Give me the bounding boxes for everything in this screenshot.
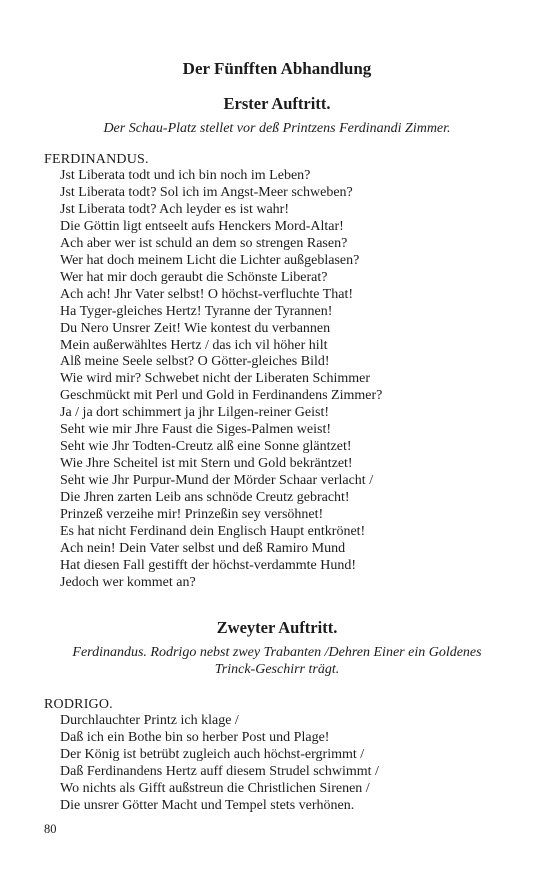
verse-line: Prinzeß verzeihe mir! Prinzeßin sey versöhnet! [60,507,324,523]
scene-2-speaker: RODRIGO. [44,696,113,712]
verse-line: Jst Liberata todt und ich bin noch im Leben? [60,168,311,183]
scene-2-stage-direction-line-1: Ferdinandus. Rodrigo nebst zwey Trabanten /Dehren Einer ein Goldenes [72,644,482,660]
verse-line: Jedoch wer kommet an? [60,574,196,590]
page-body [44,56,510,815]
scene-1-speaker: FERDINANDUS. [44,152,149,167]
verse-line: Ach nein! Dein Vater selbst und deß Ramiro Mund [60,540,346,556]
scene-2-verse [44,713,510,815]
verse-line: Wie wird mir? Schwebet nicht der Liberaten Schimmer [60,371,371,387]
scene-1-title: Erster Auftritt. [223,94,331,113]
scene-1-stage-direction: Der Schau-Platz stellet vor deß Printzens Ferdinandi Zimmer. [103,121,451,136]
verse-line: Ja / ja dort schimmert ja jhr Lilgen-reiner Geist! [60,405,330,421]
verse-line: Es hat nicht Ferdinand dein Englisch Haupt entkrönet! [60,524,366,540]
verse-line: Hat diesen Fall gestifft der höchst-verdammte Hund! [60,557,356,573]
page-number: 80 [44,822,57,836]
verse-line: Geschmückt mit Perl und Gold in Ferdinandens Zimmer? [60,388,383,404]
verse-line: Der König ist betrübt zugleich auch höchst-ergrimmt / [60,746,365,762]
verse-line: Wer hat doch meinem Licht die Lichter außgeblasen? [60,252,360,268]
verse-line: Die Jhren zarten Leib ans schnöde Creutz gebracht! [60,490,350,506]
verse-line: Die Göttin ligt entseelt aufs Henckers Mord-Altar! [60,218,344,234]
scene-1-verse [44,168,510,592]
act-title: Der Fünfften Abhandlung [182,59,372,78]
verse-line: Alß meine Seele selbst? O Götter-gleiches Bild! [60,354,330,370]
verse-line: Jst Liberata todt? Ach leyder es ist wahr! [60,201,289,217]
verse-line: Durchlauchter Printz ich klage / [60,712,239,728]
verse-line: Daß Ferdinandens Hertz auff diesem Strudel schwimmt / [60,763,379,779]
verse-line: Ach ach! Jhr Vater selbst! O höchst-verfluchte That! [60,286,353,302]
verse-line: Du Nero Unsrer Zeit! Wie kontest du verbannen [60,320,331,336]
verse-line: Die unsrer Götter Macht und Tempel stets verhönen. [60,797,355,813]
verse-line: Wo nichts als Gifft außstreun die Christlichen Sirenen / [60,780,370,796]
verse-line: Wer hat mir doch geraubt die Schönste Liberat? [60,269,328,285]
verse-line: Seht wie mir Jhre Faust die Siges-Palmen weist! [60,422,332,438]
verse-line: Seht wie Jhr Todten-Creutz alß eine Sonne gläntzet! [60,439,352,455]
verse-line: Ha Tyger-gleiches Hertz! Tyranne der Tyrannen! [60,303,333,319]
verse-line: Ach aber wer ist schuld an dem so strengen Rasen? [60,235,348,251]
verse-line: Wie Jhre Scheitel ist mit Stern und Gold bekräntzet! [60,456,353,472]
scene-2-stage-direction [44,644,510,678]
scene-2-title: Zweyter Auftritt. [216,617,338,637]
verse-line: Seht wie Jhr Purpur-Mund der Mörder Schaar verlacht / [60,473,374,489]
verse-line: Mein außerwähltes Hertz / das ich vil höher hilt [60,337,328,353]
verse-line: Daß ich ein Bothe bin so herber Post und Plage! [60,729,330,745]
verse-line: Jst Liberata todt? Sol ich im Angst-Meer schweben? [60,184,353,200]
scene-2-stage-direction-line-2: Trinck-Geschirr trägt. [214,661,340,677]
